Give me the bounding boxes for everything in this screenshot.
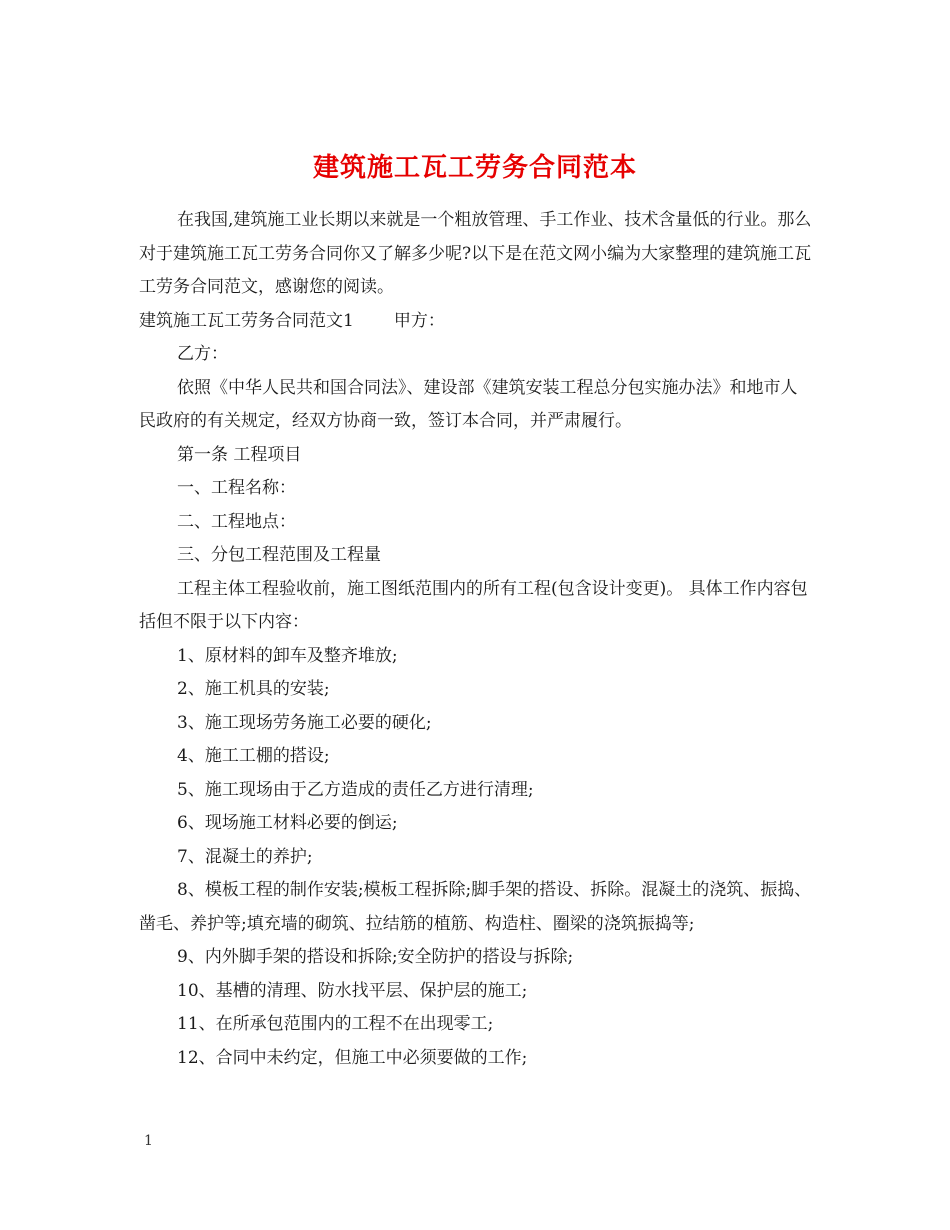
intro-paragraph: 在我国,建筑施工业长期以来就是一个粗放管理、手工作业、技术含量低的行业。那么对于建筑施工瓦工劳务合同你又了解多少呢?以下是在范文网小编为大家整理的建筑施工瓦工劳务合同范文，感谢您的阅读。	[139, 210, 812, 297]
work-item: 11、在所承包范围内的工程不在出现零工;	[177, 1014, 494, 1034]
basis-paragraph: 依照《中华人民共和国合同法》、建设部《建筑安装工程总分包实施办法》和地市人民政府的有关规定，经双方协商一致，签订本合同，并严肃履行。	[139, 377, 798, 431]
work-item: 7、混凝土的养护;	[177, 846, 313, 867]
work-item: 10、基槽的清理、防水找平层、保护层的施工;	[177, 980, 528, 1001]
work-item: 5、施工现场由于乙方造成的责任乙方进行清理;	[177, 779, 534, 800]
sample-heading-line	[139, 305, 814, 339]
scope-description: 工程主体工程验收前，施工图纸范围内的所有工程(包含设计变更)。 具体工作内容包括但不限于以下内容：	[139, 578, 808, 632]
page-number: 1	[144, 1133, 153, 1149]
work-item: 9、内外脚手架的搭设和拆除;安全防护的搭设与拆除;	[177, 947, 574, 967]
document-body	[139, 204, 814, 1075]
project-name-label: 一、工程名称：	[177, 478, 296, 498]
project-location-label: 二、工程地点：	[177, 511, 296, 532]
work-item: 6、现场施工材料必要的倒运;	[177, 813, 398, 833]
scope-heading: 三、分包工程范围及工程量	[177, 545, 381, 565]
party-b-label: 乙方：	[177, 344, 228, 364]
article-heading: 第一条 工程项目	[177, 444, 302, 465]
work-item: 2、施工机具的安装;	[177, 679, 330, 699]
work-item: 4、施工工棚的搭设;	[177, 746, 330, 766]
work-item: 3、施工现场劳务施工必要的硬化;	[177, 712, 432, 733]
sample-heading: 建筑施工瓦工劳务合同范文1	[139, 310, 354, 331]
party-a-label: 甲方：	[393, 310, 445, 331]
work-item: 1、原材料的卸车及整齐堆放;	[177, 645, 398, 666]
page-title: 建筑施工瓦工劳务合同范本	[312, 153, 637, 184]
work-item: 8、模板工程的制作安装;模板工程拆除;脚手架的搭设、拆除。混凝土的浇筑、振捣、凿毛、养护等;填充墙的砌筑、拉结筋的植筋、构造柱、圈梁的浇筑振捣等;	[139, 880, 812, 934]
work-item: 12、合同中未约定，但施工中必须要做的工作;	[177, 1047, 528, 1068]
